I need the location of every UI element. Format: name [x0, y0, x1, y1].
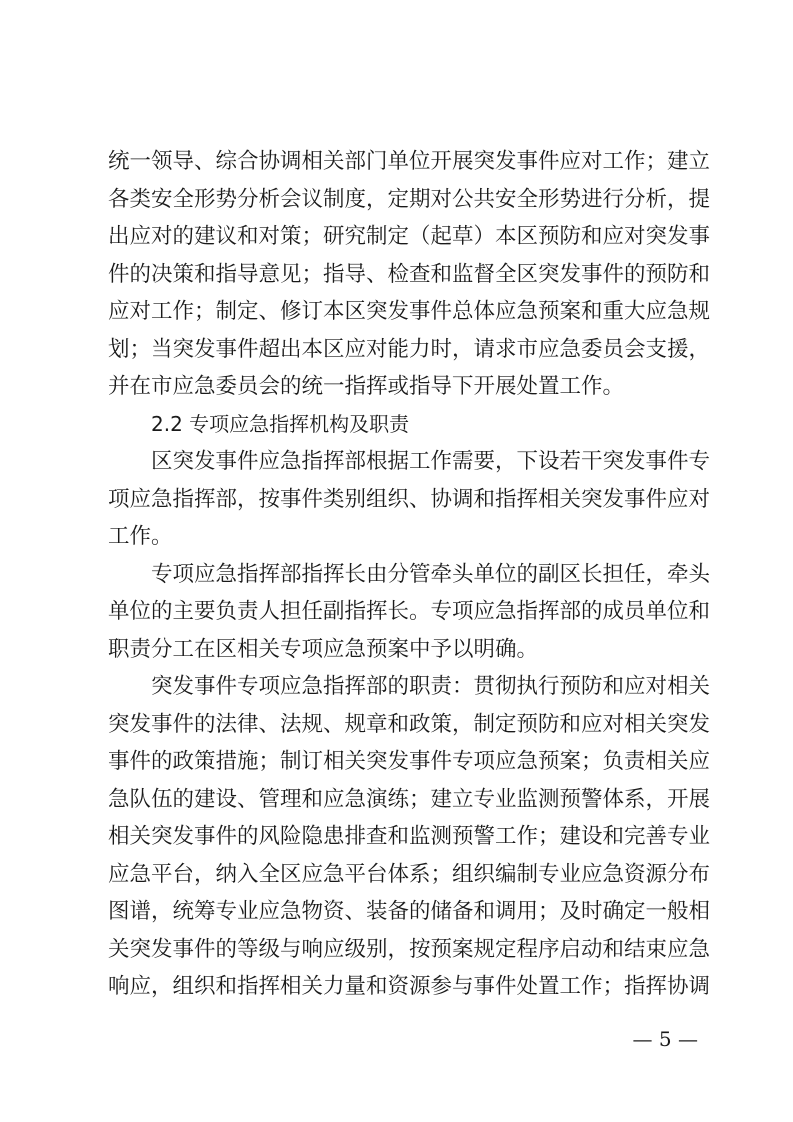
text-line: 职责分工在区相关专项应急预案中予以明确。 — [108, 636, 539, 662]
section-heading — [108, 406, 698, 444]
text-line: 单位的主要负责人担任副指挥长。专项应急指挥部的成员单位和 — [108, 599, 711, 624]
text-line: 突发事件的法律、法规、规章和政策，制定预防和应对相关突发 — [108, 711, 711, 737]
text-line: 急队伍的建设、管理和应急演练；建立专业监测预警体系，开展 — [108, 786, 711, 812]
text-line: 各类安全形势分析会议制度，定期对公共安全形势进行分析，提 — [108, 186, 711, 212]
paragraph — [108, 143, 711, 406]
paragraph — [108, 556, 711, 669]
text-line: 应对工作；制定、修订本区突发事件总体应急预案和重大应急规 — [108, 299, 711, 324]
text-line: 应急平台，纳入全区应急平台体系；组织编制专业应急资源分布 — [108, 861, 711, 887]
text-line: 出应对的建议和对策；研究制定（起草）本区预防和应对突发事 — [108, 224, 711, 249]
section-heading-text: 2.2 专项应急指挥机构及职责 — [151, 411, 410, 436]
text-line: 并在市应急委员会的统一指挥或指导下开展处置工作。 — [108, 374, 625, 399]
text-line: 图谱，统筹专业应急物资、装备的储备和调用；及时确定一般相 — [108, 899, 711, 924]
text-line: 件的决策和指导意见；指导、检查和监督全区突发事件的预防和 — [108, 261, 711, 287]
document-body — [108, 143, 711, 1006]
text-line: 统一领导、综合协调相关部门单位开展突发事件应对工作；建立 — [108, 149, 711, 174]
text-line: 关突发事件的等级与响应级别，按预案规定程序启动和结束应急 — [108, 936, 711, 962]
text-line: 工作。 — [108, 524, 173, 549]
text-line: 专项应急指挥部指挥长由分管牵头单位的副区长担任，牵头 — [151, 561, 711, 587]
page-number: — 5 — — [632, 1027, 698, 1051]
text-line: 项应急指挥部，按事件类别组织、协调和指挥相关突发事件应对 — [108, 486, 711, 512]
text-line: 事件的政策措施；制订相关突发事件专项应急预案；负责相关应 — [108, 749, 711, 774]
text-line: 划；当突发事件超出本区应对能力时，请求市应急委员会支援， — [108, 336, 711, 362]
paragraph — [108, 668, 711, 1006]
paragraph — [108, 443, 711, 556]
text-line: 响应，组织和指挥相关力量和资源参与事件处置工作；指挥协调 — [108, 974, 711, 999]
text-line: 区突发事件应急指挥部根据工作需要，下设若干突发事件专 — [151, 449, 711, 474]
text-line: 突发事件专项应急指挥部的职责：贯彻执行预防和应对相关 — [151, 674, 711, 699]
text-line: 相关突发事件的风险隐患排查和监测预警工作；建设和完善专业 — [108, 824, 711, 849]
